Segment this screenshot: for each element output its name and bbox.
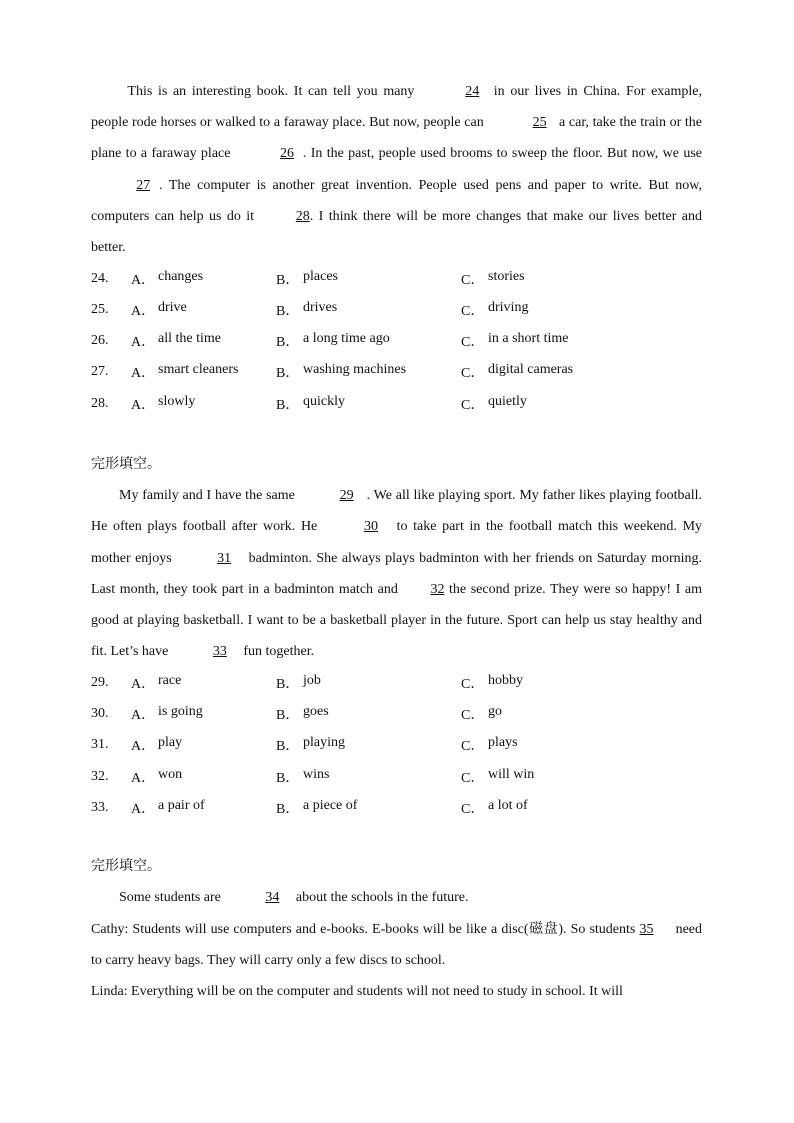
passage-3-intro: Some students are 34 about the schools in the future. [91,882,702,913]
blank-25: 25 [532,115,547,131]
option-33-c[interactable]: a lot of [488,797,528,813]
option-29-a[interactable]: race [158,672,182,688]
option-25-c[interactable]: driving [488,300,529,315]
passage-2: My family and I have the same 29 . We all like playing sport. My father likes playing football. He often plays football after work. He 30 to take part in the football match this weekend. My mother enjoys 31 badminton. She always plays badminton with her friends on Saturday morning. Last month, they took part in a badminton match and 32 the second prize. They were so happy! I am good at playing basketball. I want to be a basketball player in the future. Sport can help us stay healthy and fit. Let’s have 33 fun together. [91,480,702,667]
question-32: 32. A． won B． wins C． will win [91,766,535,786]
options-2 [91,667,702,823]
option-24-a[interactable]: changes [158,268,204,284]
blank-27: 27 [136,177,151,193]
option-29-b[interactable]: job [303,672,321,688]
section-2-title: 完形填空。 [91,456,161,473]
blank-24: 24 [465,84,480,99]
option-26-a[interactable]: all the time [158,331,221,347]
option-25-a[interactable]: drive [158,300,187,315]
passage-3-cathy: Cathy: Students will use computers and e-books. E-books will be like a disc(磁盘). So students 35 need to carry heavy bags. They will carry only a few discs to school. [91,914,702,976]
section-3-title: 完形填空。 [91,858,161,875]
option-30-c[interactable]: go [488,704,502,720]
option-31-c[interactable]: plays [488,735,518,751]
blank-31: 31 [217,550,232,566]
worksheet-page [91,76,702,1007]
option-24-b[interactable]: places [303,268,338,284]
option-32-a[interactable]: won [158,766,183,782]
option-31-a[interactable]: play [158,735,183,751]
option-26-b[interactable]: a long time ago [303,331,390,347]
passage-1: This is an interesting book. It can tell you many 24 in our lives in China. For example, people rode horses or walked to a faraway place. But now, people can 25 a car, take the train or the plane to a faraway place 26 . In the past, people used brooms to sweep the floor. But now, we use 27 . The computer is another great invention. People used pens and paper to write. But now, computers can help us do it 28. I think there will be more changes that make our lives better and better. [91,76,702,263]
option-27-b[interactable]: washing machines [303,362,407,378]
option-27-c[interactable]: digital cameras [488,362,574,378]
question-28: 28. A． slowly B． quickly C． quietly [91,393,527,413]
blank-30: 30 [363,519,378,535]
question-31: 31. A． play B． playing C． plays [91,735,518,755]
option-32-b[interactable]: wins [303,766,330,782]
question-29: 29. A． race B． job C． hobby [91,672,523,692]
blank-32: 32 [430,581,445,597]
option-28-c[interactable]: quietly [488,393,527,409]
question-26: 26. A． all the time B． a long time ago C． in a short time [91,331,569,351]
option-33-b[interactable]: a piece of [303,797,358,813]
passage-3-linda: Linda: Everything will be on the computer and students will not need to study in school. It will [91,983,623,999]
blank-34: 34 [265,890,280,906]
option-28-a[interactable]: slowly [158,393,196,409]
blank-33: 33 [212,644,227,660]
option-32-c[interactable]: will win [488,766,535,782]
question-30: 30. A． is going B． goes C． go [91,704,502,724]
blank-35: 35 [639,921,654,937]
option-31-b[interactable]: playing [303,735,345,751]
option-28-b[interactable]: quickly [303,393,345,409]
option-26-c[interactable]: in a short time [488,331,569,347]
option-27-a[interactable]: smart cleaners [158,362,239,378]
question-33: 33. A． a pair of B． a piece of C． a lot of [91,797,528,817]
option-24-c[interactable]: stories [488,268,525,284]
question-24: 24. A． changes B． places C． stories [91,268,525,288]
option-30-a[interactable]: is going [158,704,203,720]
question-25: 25. A． drive B． drives C． driving [91,300,529,319]
blank-28: 28 [295,208,310,224]
blank-26: 26 [280,146,295,162]
question-27: 27. A． smart cleaners B． washing machines C． digital cameras [91,362,574,382]
options-1 [91,263,702,419]
option-25-b[interactable]: drives [303,300,338,315]
option-29-c[interactable]: hobby [488,672,523,688]
option-33-a[interactable]: a pair of [158,797,205,813]
blank-29: 29 [339,488,354,504]
option-30-b[interactable]: goes [303,704,329,720]
